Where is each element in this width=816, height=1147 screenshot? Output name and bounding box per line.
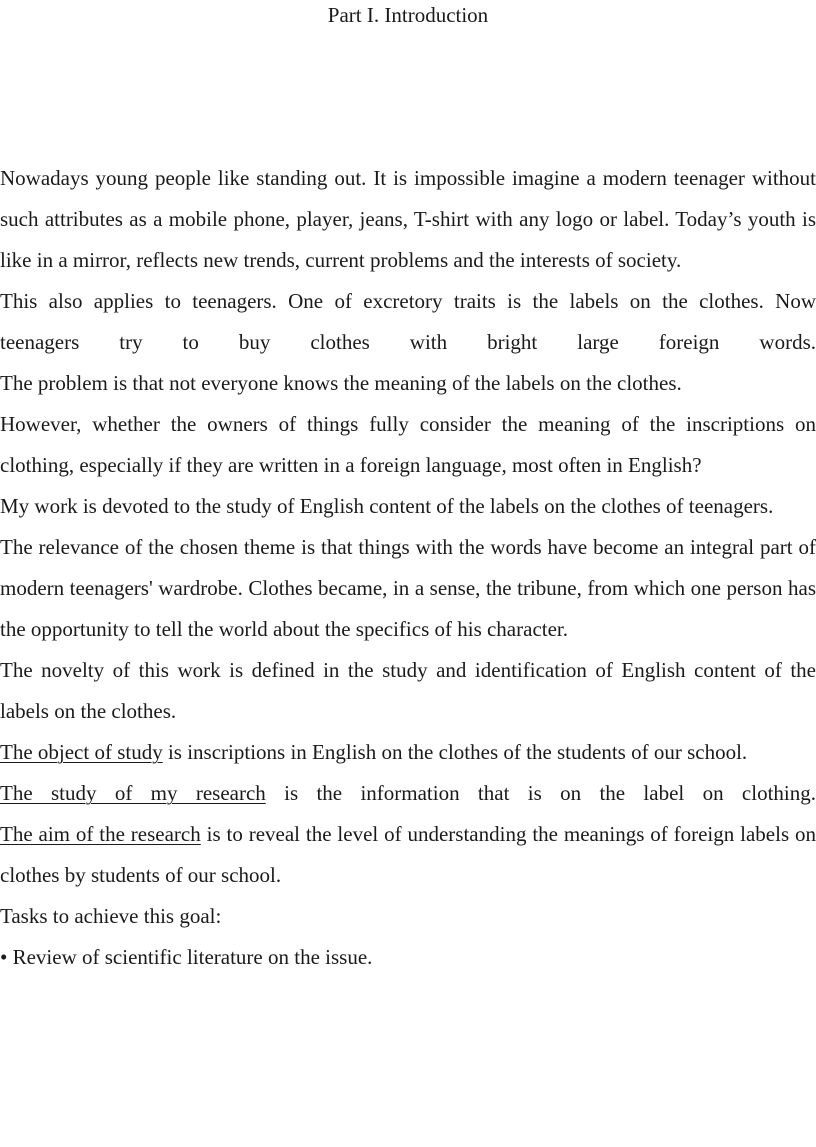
paragraph-study bbox=[0, 773, 816, 814]
paragraph-problem: The problem is that not everyone knows the meaning of the labels on the clothes. bbox=[0, 371, 682, 395]
paragraph-teenagers-line1: This also applies to teenagers. One of excretory traits is the labels on the clothes. Now bbox=[0, 289, 816, 313]
bullet-item-review: • Review of scientific literature on the issue. bbox=[0, 945, 373, 969]
object-of-study-text: is inscriptions in English on the clothes of the students of our school. bbox=[162, 740, 748, 764]
aim-of-research-text: is to reveal the level of understanding the meanings of foreign labels on clothes by students of our school. bbox=[0, 822, 816, 887]
object-of-study-term: The object of study bbox=[0, 740, 163, 764]
paragraph-intro: Nowadays young people like standing out. It is impossible imagine a modern teenager without such attributes as a mobile phone, player, jeans, T-shirt with any logo or label. Today’s youth is like in a mirror, reflects new trends, current problems and the interests of society. bbox=[0, 166, 816, 272]
paragraph-tasks: Tasks to achieve this goal: bbox=[0, 904, 222, 928]
paragraph-teenagers-line2: teenagers try to buy clothes with bright large foreign words. bbox=[0, 330, 816, 354]
study-of-research-term: The study of my research bbox=[0, 781, 266, 805]
paragraph-question: However, whether the owners of things fully consider the meaning of the inscriptions on clothing, especially if they are written in a foreign language, most often in English? bbox=[0, 412, 816, 477]
aim-of-research-term: The aim of the research bbox=[0, 822, 201, 846]
study-of-research-text: is the information that is on the label on clothing. bbox=[265, 781, 816, 805]
document-body bbox=[0, 158, 816, 978]
paragraph-aim bbox=[0, 814, 816, 896]
paragraph-relevance: The relevance of the chosen theme is that things with the words have become an integral part of modern teenagers' wardrobe. Clothes became, in a sense, the tribune, from which one person has the opportunity to tell the world about the specifics of his character. bbox=[0, 535, 816, 641]
paragraph-work: My work is devoted to the study of English content of the labels on the clothes of teenagers. bbox=[0, 494, 774, 518]
paragraph-novelty: The novelty of this work is defined in the study and identification of English content of the labels on the clothes. bbox=[0, 658, 816, 723]
page-title: Part I. Introduction bbox=[327, 3, 489, 27]
paragraph-object bbox=[0, 732, 816, 773]
